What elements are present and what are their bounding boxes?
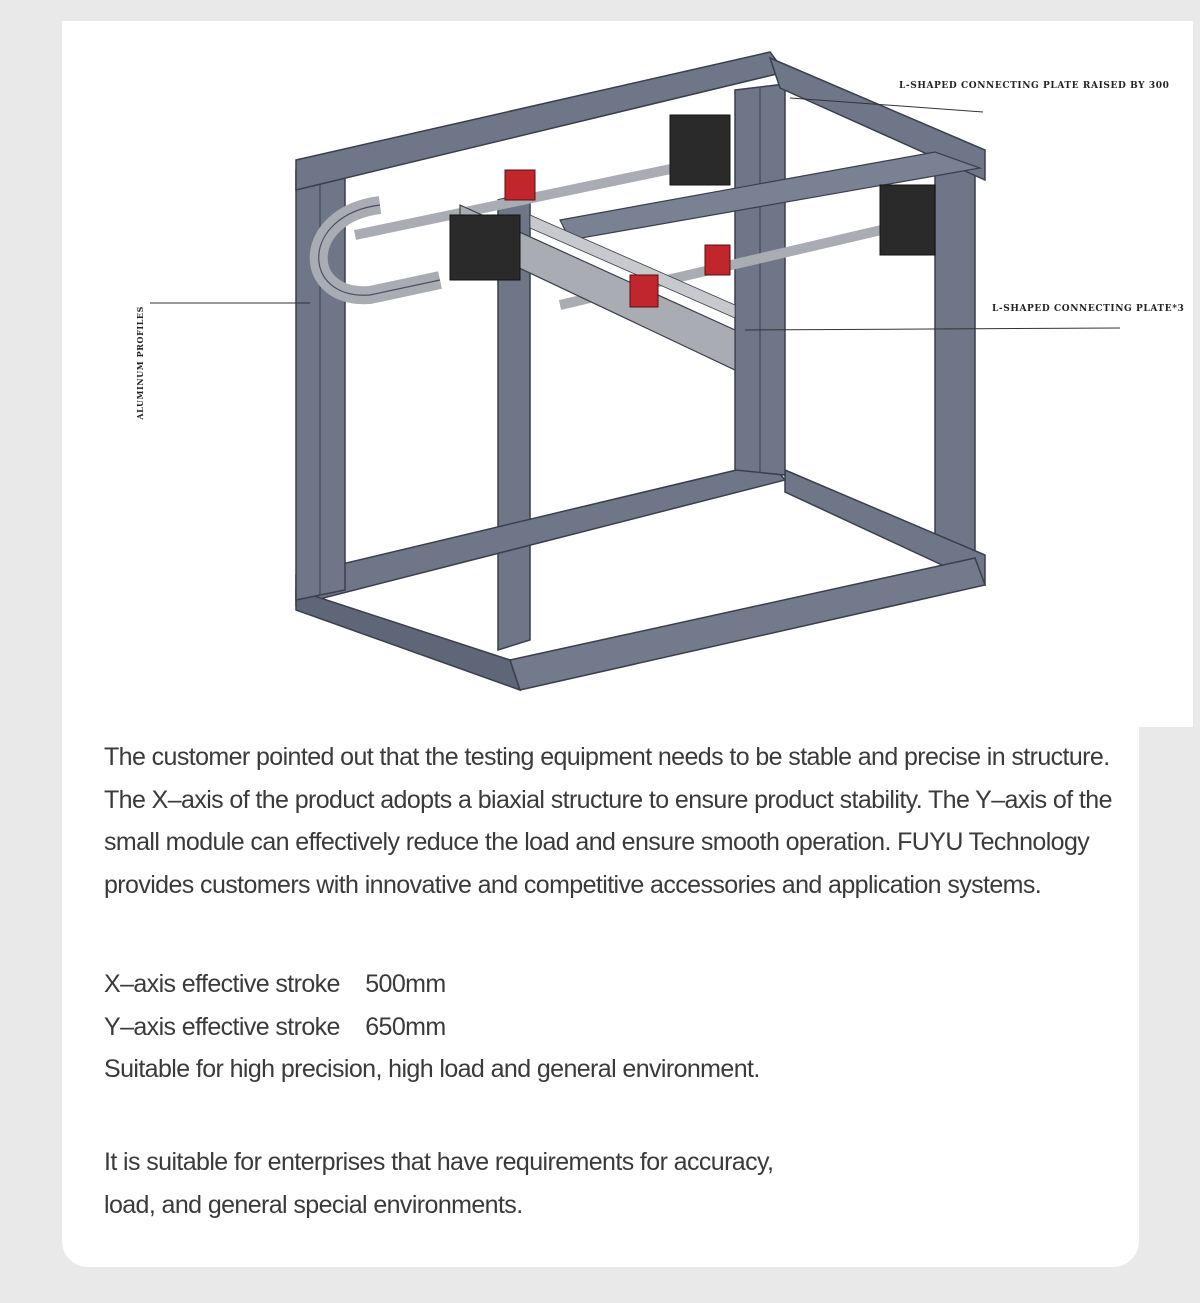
- spec-x-stroke: X–axis effective stroke 500mm: [104, 970, 446, 998]
- closing-line-2: load, and general special environments.: [104, 1190, 523, 1219]
- closing-line-1: It is suitable for enterprises that have requirements for accuracy,: [104, 1148, 774, 1176]
- back-right-post: [935, 158, 975, 580]
- motor-top-rear: [670, 115, 730, 185]
- bottom-front-beam: [296, 590, 520, 690]
- bottom-back-beam: [510, 558, 985, 690]
- motor-front: [450, 215, 520, 280]
- callout-raised-plate: L-SHAPED CONNECTING PLATE RAISED BY 300: [899, 81, 1170, 91]
- closing-statement: [104, 1141, 1134, 1226]
- callout-connecting-plate: L-SHAPED CONNECTING PLATE*3: [992, 304, 1185, 314]
- slider-block-3: [705, 245, 730, 275]
- paragraph-text: The customer pointed out that the testing equipment needs to be stable and precise in structure. The X–axis of the product adopts a biaxial structure to ensure product stability. The Y–axis of the small module can effectively reduce the load and ensure smooth operation. FUYU Technology provides customers with innovative and competitive accessories and application systems.: [104, 743, 1112, 899]
- description-paragraph: [104, 736, 1134, 906]
- spec-y-stroke: Y–axis effective stroke 650mm: [104, 1012, 446, 1041]
- motor-right: [880, 185, 935, 255]
- slider-block-2: [630, 275, 658, 307]
- bottom-left-beam: [296, 462, 785, 605]
- leader-line-middle-right: [745, 328, 1120, 330]
- slider-block-1: [505, 170, 535, 200]
- callout-aluminum-profiles: ALUMINUM PROFILES: [135, 306, 145, 420]
- spec-suitability: Suitable for high precision, high load and general environment.: [104, 1055, 760, 1083]
- spec-list: [104, 963, 1134, 1091]
